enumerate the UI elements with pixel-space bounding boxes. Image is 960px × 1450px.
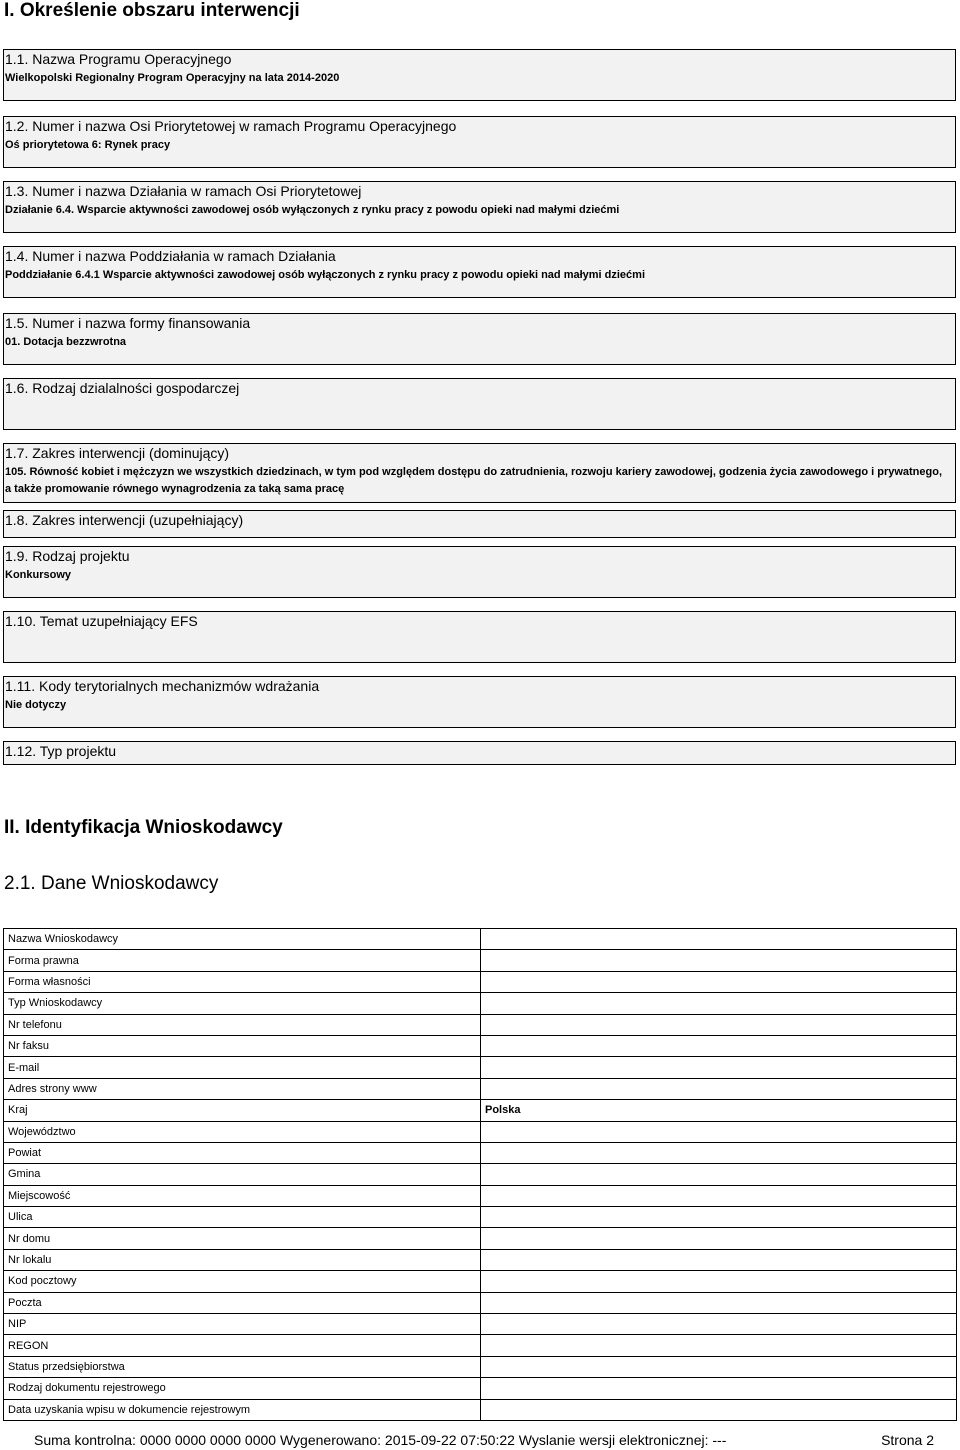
row-label: REGON xyxy=(4,1335,481,1356)
row-label: Forma prawna xyxy=(4,950,481,971)
row-value xyxy=(481,1035,957,1056)
row-label: Rodzaj dokumentu rejestrowego xyxy=(4,1378,481,1399)
row-value xyxy=(481,1142,957,1163)
row-label: Status przedsiębiorstwa xyxy=(4,1356,481,1377)
row-label: Adres strony www xyxy=(4,1078,481,1099)
table-row xyxy=(4,1100,957,1121)
row-value xyxy=(481,929,957,950)
field-zakres-dominujacy xyxy=(3,443,956,503)
table-row xyxy=(4,1078,957,1099)
row-value xyxy=(481,1271,957,1292)
field-value: 01. Dotacja bezzwrotna xyxy=(5,336,127,348)
table-row xyxy=(4,1399,957,1420)
field-label: 1.11. Kody terytorialnych mechanizmów wdrażania xyxy=(5,678,320,694)
table-row xyxy=(4,1014,957,1035)
row-value xyxy=(481,1121,957,1142)
row-value xyxy=(481,1249,957,1270)
row-value xyxy=(481,1335,957,1356)
field-program-operacyjny xyxy=(3,49,956,101)
field-poddzialanie xyxy=(3,246,956,298)
section-2-subtitle: 2.1. Dane Wnioskodawcy xyxy=(4,873,219,894)
footer xyxy=(34,1432,934,1448)
field-label: 1.6. Rodzaj dzialalności gospodarczej xyxy=(5,380,240,396)
table-row xyxy=(4,1314,957,1335)
field-label: 1.9. Rodzaj projektu xyxy=(5,548,130,564)
field-typ-projektu xyxy=(3,741,956,765)
table-row xyxy=(4,993,957,1014)
table-row xyxy=(4,971,957,992)
row-value xyxy=(481,1314,957,1335)
row-value xyxy=(481,1014,957,1035)
section-1-title: I. Określenie obszaru interwencji xyxy=(4,0,300,21)
row-label: Kod pocztowy xyxy=(4,1271,481,1292)
field-label: 1.1. Nazwa Programu Operacyjnego xyxy=(5,51,232,67)
checksum-text: Suma kontrolna: 0000 0000 0000 0000 Wygenerowano: 2015-09-22 07:50:22 Wyslanie wersji elektronicznej: --- xyxy=(34,1432,727,1448)
row-label: Gmina xyxy=(4,1164,481,1185)
row-label: Nr telefonu xyxy=(4,1014,481,1035)
row-label: Nr faksu xyxy=(4,1035,481,1056)
row-label: Miejscowość xyxy=(4,1185,481,1206)
table-row xyxy=(4,1121,957,1142)
field-value: Oś priorytetowa 6: Rynek pracy xyxy=(5,139,171,151)
field-value: Poddziałanie 6.4.1 Wsparcie aktywności zawodowej osób wyłączonych z rynku pracy z powodu opieki nad małymi dziećmi xyxy=(5,269,646,281)
field-rodzaj-projektu xyxy=(3,546,956,598)
field-label: 1.2. Numer i nazwa Osi Priorytetowej w ramach Programu Operacyjnego xyxy=(5,118,457,134)
table-row xyxy=(4,1185,957,1206)
row-value xyxy=(481,1078,957,1099)
section-2-title: II. Identyfikacja Wnioskodawcy xyxy=(4,817,283,838)
row-label: NIP xyxy=(4,1314,481,1335)
page-number: Strona 2 xyxy=(881,1432,934,1448)
row-value xyxy=(481,1356,957,1377)
field-dzialanie xyxy=(3,181,956,233)
field-value: Nie dotyczy xyxy=(5,699,67,711)
row-label: Kraj xyxy=(4,1100,481,1121)
row-value xyxy=(481,1164,957,1185)
row-label: Ulica xyxy=(4,1207,481,1228)
table-row xyxy=(4,1057,957,1078)
table-row xyxy=(4,1249,957,1270)
field-label: 1.10. Temat uzupełniający EFS xyxy=(5,613,198,629)
row-label: Data uzyskania wpisu w dokumencie rejestrowym xyxy=(4,1399,481,1420)
field-zakres-uzupelniajacy xyxy=(3,510,956,538)
table-row xyxy=(4,1378,957,1399)
field-value: Działanie 6.4. Wsparcie aktywności zawodowej osób wyłączonych z rynku pracy z powodu opieki nad małymi dziećmi xyxy=(5,204,620,216)
field-label: 1.3. Numer i nazwa Działania w ramach Osi Priorytetowej xyxy=(5,183,362,199)
field-label: 1.7. Zakres interwencji (dominujący) xyxy=(5,445,230,461)
field-forma-finansowania xyxy=(3,313,956,365)
field-value: Wielkopolski Regionalny Program Operacyjny na lata 2014-2020 xyxy=(5,72,340,84)
applicant-data-table xyxy=(3,928,957,1421)
row-value xyxy=(481,993,957,1014)
field-os-priorytetowa xyxy=(3,116,956,168)
row-label: Forma własności xyxy=(4,971,481,992)
row-value: Polska xyxy=(481,1100,957,1121)
row-value xyxy=(481,1399,957,1420)
row-label: E-mail xyxy=(4,1057,481,1078)
table-row xyxy=(4,1142,957,1163)
row-value xyxy=(481,1292,957,1313)
table-row xyxy=(4,950,957,971)
row-label: Nr lokalu xyxy=(4,1249,481,1270)
table-row xyxy=(4,1271,957,1292)
field-value: Konkursowy xyxy=(5,569,72,581)
row-value xyxy=(481,950,957,971)
field-temat-efs xyxy=(3,611,956,663)
row-value xyxy=(481,1185,957,1206)
row-label: Województwo xyxy=(4,1121,481,1142)
row-value xyxy=(481,1207,957,1228)
field-label: 1.12. Typ projektu xyxy=(5,743,117,759)
row-value xyxy=(481,1378,957,1399)
field-label: 1.8. Zakres interwencji (uzupełniający) xyxy=(5,512,244,528)
table-row xyxy=(4,1164,957,1185)
table-row xyxy=(4,929,957,950)
row-value xyxy=(481,1057,957,1078)
field-label: 1.4. Numer i nazwa Poddziałania w ramach Działania xyxy=(5,248,336,264)
table-row xyxy=(4,1356,957,1377)
table-row xyxy=(4,1035,957,1056)
row-label: Powiat xyxy=(4,1142,481,1163)
row-label: Typ Wnioskodawcy xyxy=(4,993,481,1014)
row-value xyxy=(481,971,957,992)
field-label: 1.5. Numer i nazwa formy finansowania xyxy=(5,315,251,331)
row-value xyxy=(481,1228,957,1249)
field-value: 105. Równość kobiet i mężczyzn we wszystkich dziedzinach, w tym pod względem dostępu do zatrudnienia, rozwoju kariery zawodowej, godzenia życia zawodowego i prywatnego, a także promowanie równego wynagrodzenia za taką sama pracę xyxy=(5,466,943,495)
table-row xyxy=(4,1292,957,1313)
row-label: Poczta xyxy=(4,1292,481,1313)
table-row xyxy=(4,1228,957,1249)
row-label: Nr domu xyxy=(4,1228,481,1249)
row-label: Nazwa Wnioskodawcy xyxy=(4,929,481,950)
table-row xyxy=(4,1207,957,1228)
field-rodzaj-dzialalnosci xyxy=(3,378,956,430)
field-kody-terytorialne xyxy=(3,676,956,728)
table-row xyxy=(4,1335,957,1356)
